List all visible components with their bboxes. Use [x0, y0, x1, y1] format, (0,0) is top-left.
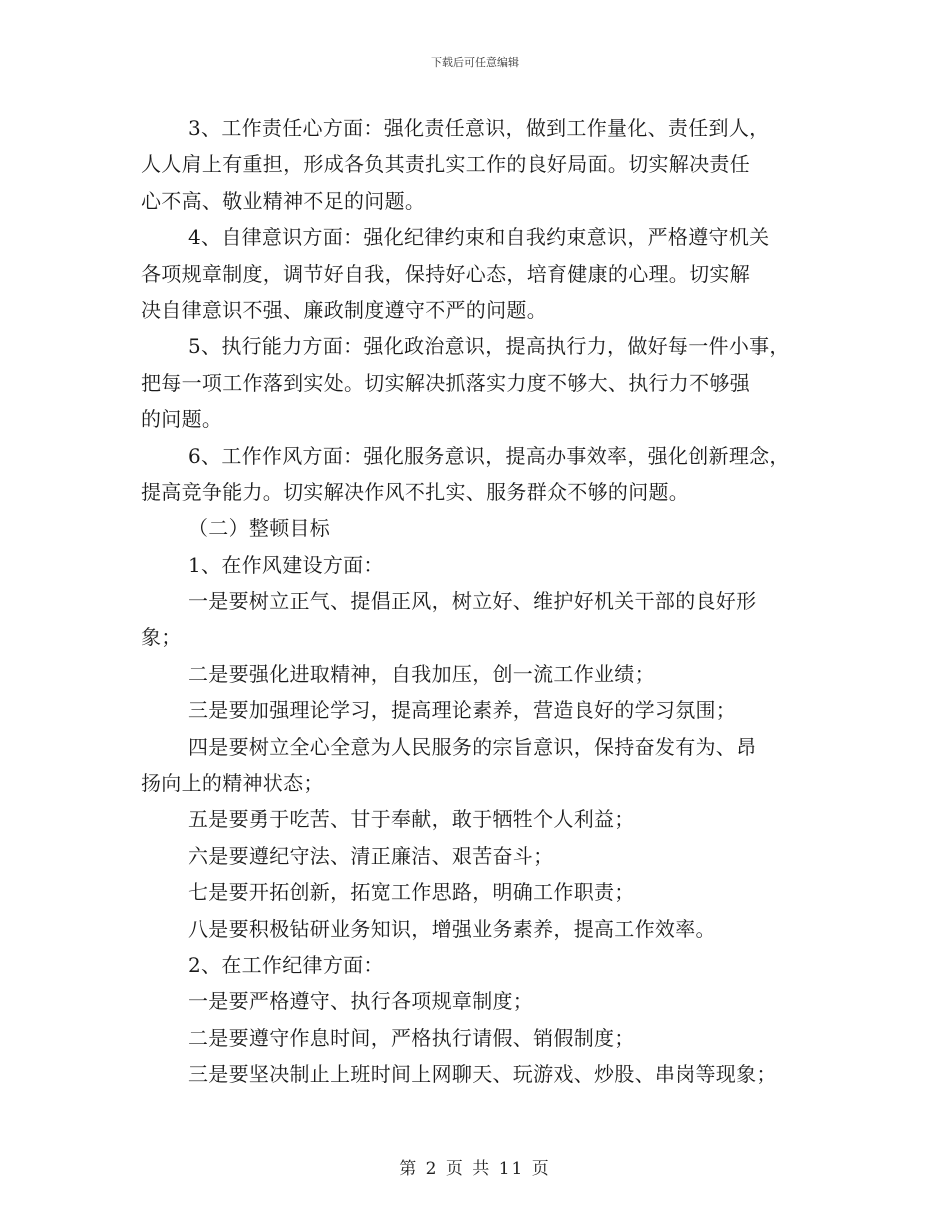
text-line: 人人肩上有重担，形成各负其责扎实工作的良好局面。切实解决责任 [141, 152, 750, 177]
text-line: 的问题。 [141, 407, 223, 432]
text-line: 扬向上的精神状态； [141, 771, 324, 796]
text-line: 决自律意识不强、廉政制度遵守不严的问题。 [141, 297, 547, 322]
page-header: 下载后可任意编辑 [431, 56, 519, 69]
text-line: 各项规章制度，调节好自我，保持好心态，培育健康的心理。切实解 [141, 261, 750, 286]
text-line: 6、工作作风方面：强化服务意识，提高办事效率，强化创新理念， [188, 443, 790, 468]
text-line: 二是要遵守作息时间，严格执行请假、销假制度； [188, 1025, 635, 1050]
text-line: 5、执行能力方面：强化政治意识，提高执行力，做好每一件小事， [188, 334, 790, 359]
text-line: 一是要严格遵守、执行各项规章制度； [188, 989, 534, 1014]
text-line: 三是要坚决制止上班时间上网聊天、玩游戏、炒股、串岗等现象； [188, 1062, 777, 1087]
text-line: （二）整顿目标 [188, 516, 331, 541]
text-line: 象； [141, 625, 182, 650]
page-footer: 第 2 页 共 11 页 [399, 1159, 551, 1179]
text-line: 五是要勇于吃苦、甘于奉献，敢于牺牲个人利益； [188, 807, 635, 832]
text-line: 4、自律意识方面：强化纪律约束和自我约束意识，严格遵守机关 [188, 225, 770, 250]
document-body [141, 110, 813, 1093]
text-line: 一是要树立正气、提倡正风，树立好、维护好机关干部的良好形 [188, 589, 757, 614]
text-line: 四是要树立全心全意为人民服务的宗旨意识，保持奋发有为、昂 [188, 734, 757, 759]
text-line: 七是要开拓创新，拓宽工作思路，明确工作职责； [188, 880, 635, 905]
text-line: 心不高、敬业精神不足的问题。 [141, 188, 426, 213]
text-line: 二是要强化进取精神，自我加压，创一流工作业绩； [188, 661, 655, 686]
text-line: 六是要遵纪守法、清正廉洁、艰苦奋斗； [188, 843, 554, 868]
text-line: 3、工作责任心方面：强化责任意识，做到工作量化、责任到人， [188, 116, 770, 140]
text-line: 提高竞争能力。切实解决作风不扎实、服务群众不够的问题。 [141, 479, 690, 504]
text-line: 三是要加强理论学习，提高理论素养，营造良好的学习氛围； [188, 698, 737, 723]
text-line: 1、在作风建设方面： [188, 552, 384, 577]
text-line: 2、在工作纪律方面： [188, 952, 384, 977]
text-line: 八是要积极钻研业务知识，增强业务素养，提高工作效率。 [188, 916, 716, 941]
text-line: 把每一项工作落到实处。切实解决抓落实力度不够大、执行力不够强 [141, 370, 750, 395]
